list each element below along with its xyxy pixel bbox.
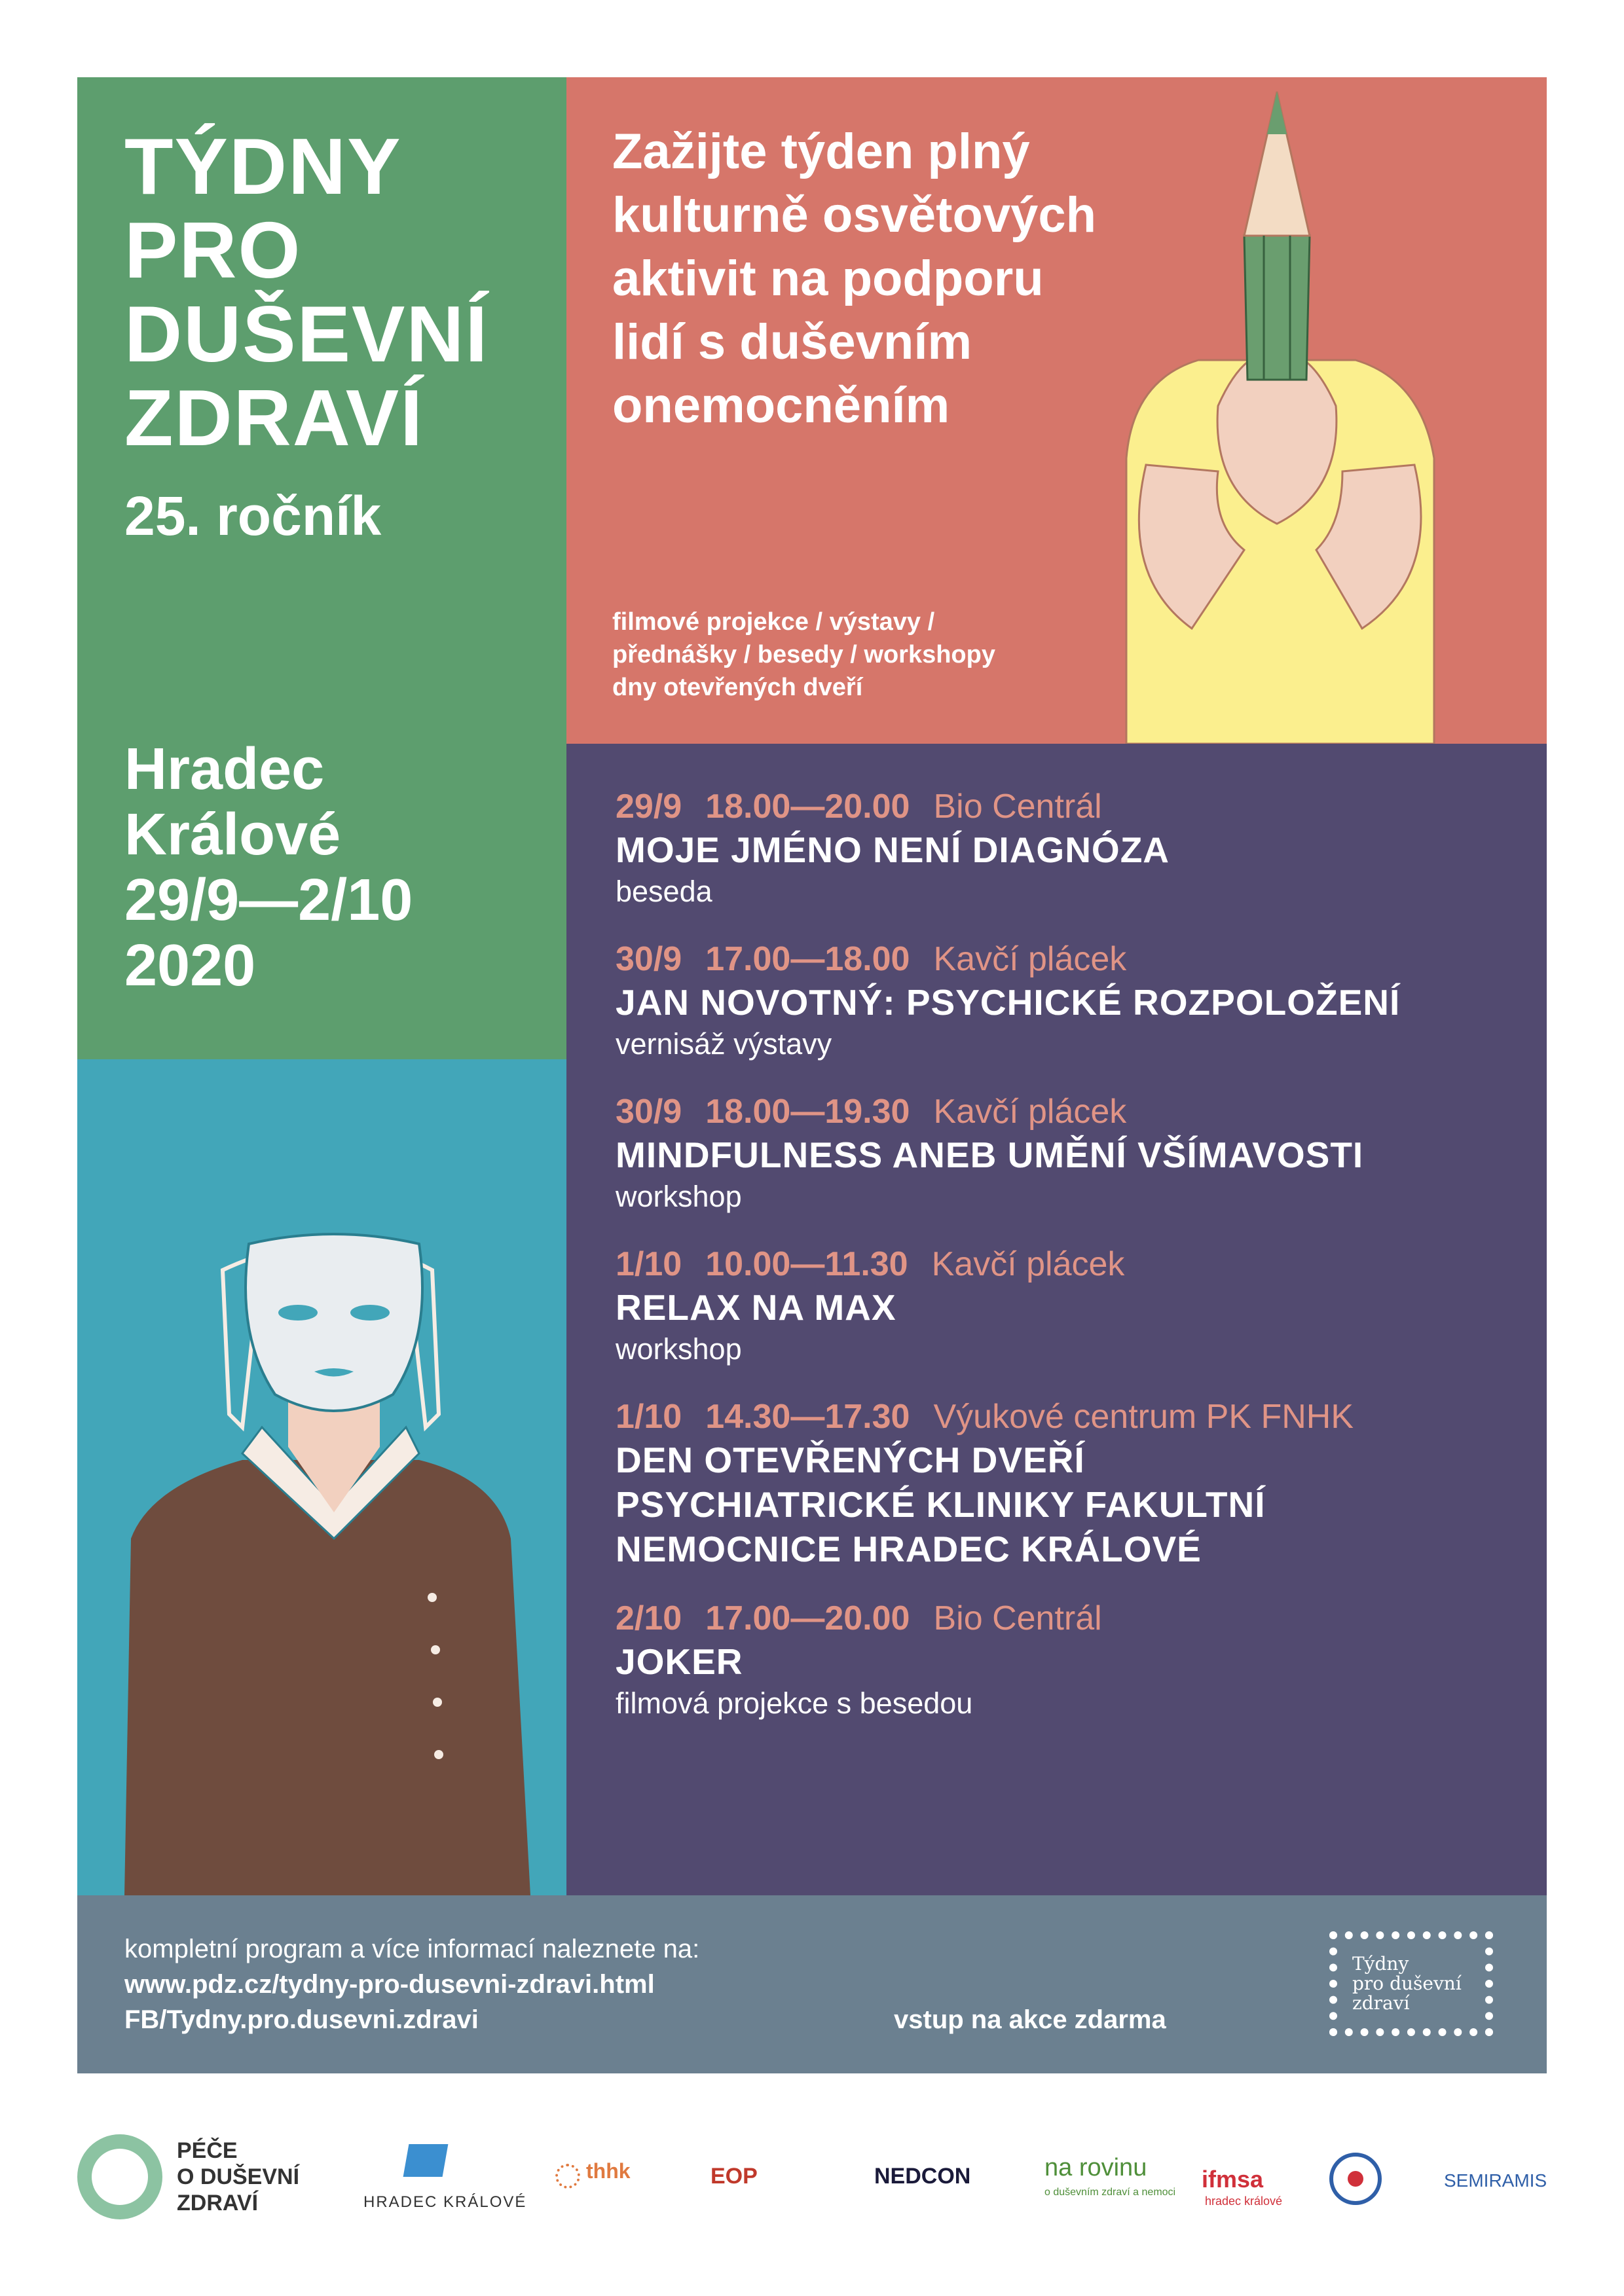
date-range: 29/9—2/10 [124,867,413,933]
event-title: DEN OTEVŘENÝCH DVEŘÍ [616,1440,1085,1480]
tagline [612,120,1096,437]
event-title: JAN NOVOTNÝ: PSYCHICKÉ ROZPOLOŽENÍ [616,982,1401,1023]
free-entry-text: vstup na akce zdarma [894,2005,1166,2034]
tagline-line: aktivit na podporu [612,251,1044,306]
activities-line: filmové projekce / výstavy / [612,608,935,636]
event-date: 29/9 [616,788,682,826]
title-line: TÝDNY [124,122,402,211]
event-title: MOJE JMÉNO NENÍ DIAGNÓZA [616,829,1170,870]
badge-line: pro duševní [1352,1973,1462,1994]
website-link[interactable]: www.pdz.cz/tydny-pro-dusevni-zdravi.html [124,1970,655,1999]
event-item [616,1597,1532,1723]
pdz-line: PÉČE [177,2138,238,2163]
tagline-line: Zažijte týden plný [612,124,1030,179]
city-line: Králové [124,802,341,867]
event-title: JOKER [616,1641,743,1682]
event-place: Bio Centrál [933,1599,1102,1637]
event-date: 30/9 [616,1093,682,1131]
event-type: workshop [616,1180,742,1213]
event-meta [616,938,1532,980]
footer-intro: kompletní program a více informací naleznete na: [124,1935,700,1963]
footer-info [124,1931,699,2037]
facebook-link[interactable]: FB/Tydny.pro.dusevni.zdravi [124,2005,479,2034]
masked-woman-illustration [124,1231,544,1895]
event-item [616,938,1532,1064]
medical-seal-center-icon [1348,2171,1363,2187]
edition-label: 25. ročník [124,485,382,547]
tagline-line: lidí s duševním [612,314,972,370]
pdz-logo-inner-icon [92,2149,148,2205]
activities-list [612,606,995,704]
semiramis-logo-text: SEMIRAMIS [1444,2170,1547,2191]
thhk-logo-icon [555,2164,580,2189]
event-item [616,786,1532,911]
thhk-logo-text: thhk [586,2159,631,2183]
event-time: 18.00—19.30 [705,1093,910,1131]
event-date: 2/10 [616,1599,682,1637]
event-time: 17.00—20.00 [705,1599,910,1637]
hk-logo-text: HRADEC KRÁLOVÉ [363,2193,527,2211]
event-place: Kavčí plácek [933,940,1127,978]
event-time: 10.00—11.30 [705,1245,908,1283]
event-meta [616,1091,1532,1133]
activities-line: dny otevřených dveří [612,674,863,701]
event-type: beseda [616,875,712,908]
event-time: 18.00—20.00 [705,788,910,826]
event-meta [616,1597,1532,1639]
event-place: Výukové centrum PK FNHK [933,1398,1354,1436]
event-place: Bio Centrál [933,788,1102,826]
event-type: workshop [616,1332,742,1366]
year: 2020 [124,933,256,998]
event-title: NEMOCNICE HRADEC KRÁLOVÉ [616,1529,1202,1569]
event-date: 1/10 [616,1398,682,1436]
event-date: 30/9 [616,940,682,978]
event-item [616,1243,1532,1369]
event-place: Kavčí plácek [931,1245,1125,1283]
badge-line: zdraví [1352,1992,1410,2014]
event-type: vernisáž výstavy [616,1027,832,1061]
event-time: 14.30—17.30 [705,1398,910,1436]
event-item [616,1396,1532,1571]
event-meta [616,1396,1532,1438]
tagline-line: kulturně osvětových [612,187,1097,243]
event-title: RELAX NA MAX [616,1287,896,1328]
pdz-line: ZDRAVÍ [177,2191,259,2215]
narovinu-logo-subtext: o duševním zdraví a nemoci [1044,2187,1176,2198]
event-title: PSYCHIATRICKÉ KLINIKY FAKULTNÍ [616,1484,1266,1525]
ifmsa-logo-subtext: hradec králové [1205,2195,1283,2208]
event-date: 1/10 [616,1245,682,1283]
title-line: PRO [124,206,302,295]
title-line: ZDRAVÍ [124,373,424,462]
city-date-block [124,737,413,998]
event-meta [616,1243,1532,1285]
title-line: DUŠEVNÍ [124,289,489,378]
event-time: 17.00—18.00 [705,940,910,978]
event-title: MINDFULNESS ANEB UMĚNÍ VŠÍMAVOSTI [616,1135,1364,1175]
badge-line: Týdny [1352,1953,1409,1975]
ifmsa-logo-text: ifmsa [1202,2166,1264,2193]
pdz-logo-text [177,2138,299,2216]
hk-logo-icon [403,2144,449,2177]
nedcon-logo-text: NEDCON [874,2164,971,2189]
pencil-person-illustration [1048,39,1506,744]
event-item [616,1091,1532,1216]
tagline-line: onemocněním [612,378,950,433]
event-type: filmová projekce s besedou [616,1686,973,1720]
badge-text [1352,1954,1483,2013]
event-place: Kavčí plácek [933,1093,1127,1131]
narovinu-logo-text: na rovinu [1044,2154,1147,2181]
pdz-line: O DUŠEVNÍ [177,2164,300,2189]
city-line: Hradec [124,737,325,802]
free-entry [894,2002,1166,2037]
activities-line: přednášky / besedy / workshopy [612,641,995,668]
event-meta [616,786,1532,828]
poster-title [124,124,489,460]
eop-logo-text: EOP [710,2164,758,2189]
